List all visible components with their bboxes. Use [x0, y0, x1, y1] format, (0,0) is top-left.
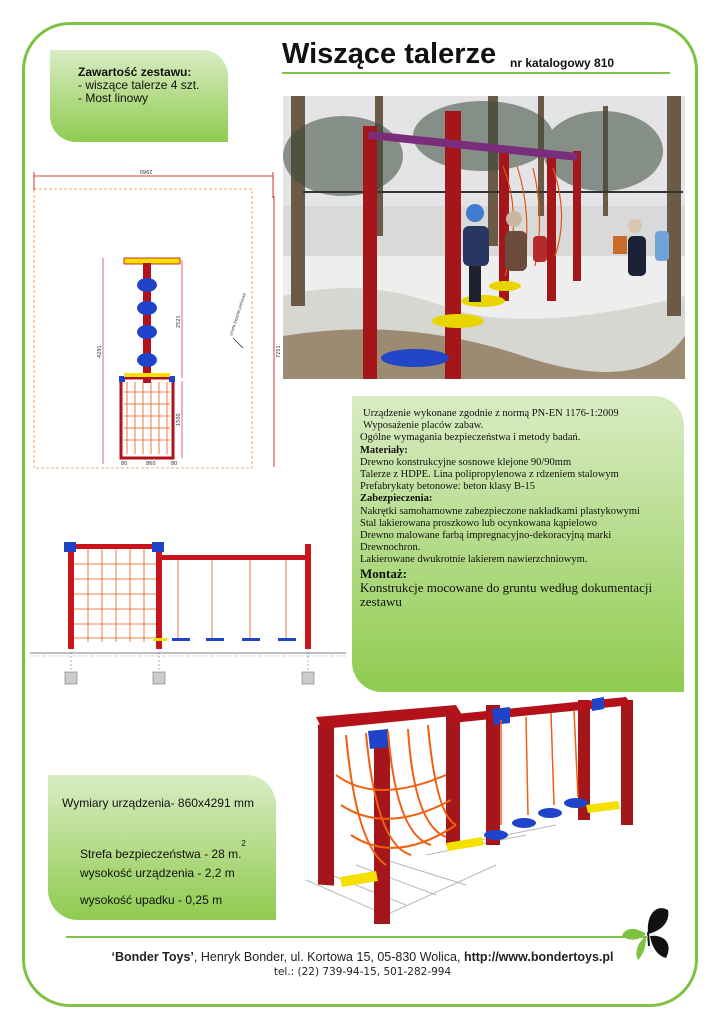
dim-zone	[80, 839, 246, 861]
dim-size: Wymiary urządzenia- 860x4291 mm	[62, 796, 254, 810]
mount-line: zestawu	[360, 593, 402, 609]
materials-heading: Materiały:	[360, 444, 408, 456]
dim-base: 860	[146, 461, 156, 467]
product-photo	[283, 96, 685, 379]
page-title: Wiszące talerze	[282, 38, 497, 70]
material-line: Drewno konstrukcyjne sosnowe klejone 90/90mm	[360, 456, 572, 468]
dim-zone-sup: 2	[241, 839, 246, 848]
material-line: Prefabrykaty betonowe: beton klasy B-15	[360, 481, 535, 493]
zone-label: strefa bezpieczeństwa	[228, 292, 247, 337]
dim-height: wysokość urządzenia - 2,2 m	[80, 866, 235, 880]
mount-heading: Montaż:	[360, 565, 407, 581]
dim-length: 4291	[97, 345, 103, 358]
dim-zone-text: Strefa bezpieczeństwa - 28 m.	[80, 847, 242, 861]
side-elevation-drawing	[28, 538, 348, 688]
spec-line: Wyposażenie placów zabaw.	[363, 420, 484, 432]
specs-box	[352, 396, 684, 692]
contents-heading: Zawartość zestawu:	[78, 65, 192, 79]
dim-side: 80	[171, 461, 178, 467]
dim-fall: wysokość upadku - 0,25 m	[80, 893, 223, 907]
security-line: Drewno malowane farbą impregnacyjno-dekoracyjną marki	[360, 530, 612, 542]
contents-item: - wiszące talerze 4 szt.	[78, 78, 200, 92]
catalog-number: nr katalogowy 810	[510, 56, 615, 70]
dim-total-width: 2960	[139, 168, 153, 174]
footer	[0, 950, 725, 964]
dim-net: 1500	[176, 413, 182, 426]
dim-side: 80	[121, 461, 128, 467]
footer-divider	[66, 936, 648, 938]
material-line: Talerze z HDPE. Lina polipropylenowa z rdzeniem stalowym	[360, 469, 619, 481]
plan-drawing	[28, 168, 290, 473]
security-line: Lakierowane dwukrotnie lakierem nawierzchniowym.	[360, 554, 588, 566]
security-line: Nakrętki samohamowne zabezpieczone nakładkami plastykowymi	[360, 505, 640, 517]
company-name: ‘Bonder Toys’	[111, 950, 194, 964]
dim-total-length: 7251	[276, 345, 282, 358]
dim-segment: 2521	[176, 315, 182, 328]
product-render	[296, 695, 638, 927]
mount-line: Konstrukcje mocowane do gruntu według dokumentacji	[360, 579, 653, 595]
phone-numbers: tel.: (22) 739-94-15, 501-282-994	[273, 966, 452, 978]
title-underline	[282, 72, 670, 74]
company-address: , Henryk Bonder, ul. Kortowa 15, 05-830 Wolica,	[193, 950, 464, 964]
contents-item: - Most linowy	[78, 91, 149, 105]
spec-line: Urządzenie wykonane zgodnie z normą PN-EN 1176-1:2009	[363, 408, 619, 419]
security-line: Stal lakierowana proszkowo lub ocynkowana kąpielowo	[360, 517, 598, 529]
dimensions-box	[48, 775, 276, 920]
website-link[interactable]: http://www.bondertoys.pl	[463, 950, 614, 964]
spec-line: Ogólne wymagania bezpieczeństwa i metody badań.	[360, 432, 581, 444]
security-line: Drewnochron.	[360, 542, 421, 554]
security-heading: Zabezpieczenia:	[360, 493, 433, 505]
contents-box	[50, 50, 228, 142]
